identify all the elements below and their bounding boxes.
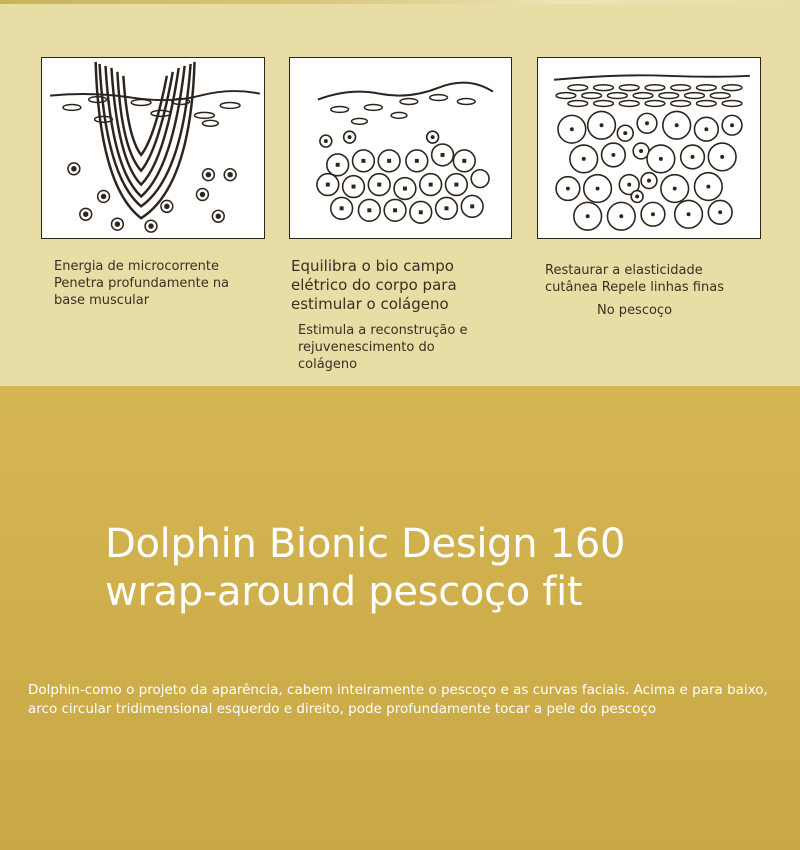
caption-microcurrent-line-1: Energia de microcorrente [54,259,219,274]
panel-collagen [289,57,512,239]
panel-elasticity [537,57,761,239]
headline-line-1: Dolphin Bionic Design 160 [105,521,626,567]
panel-microcurrent [41,57,265,239]
top-decorative-strip [0,0,800,4]
caption-collagen-line-2: elétrico do corpo para [291,276,457,294]
microcurrent-muscle-icon [42,58,264,238]
caption-elasticity [545,262,724,296]
caption-collagen-line-3: estimular o colágeno [291,295,449,313]
caption-elasticity-line-1: Restaurar a elasticidade [545,263,703,278]
caption-microcurrent-line-3: base muscular [54,293,150,308]
caption-microcurrent-line-2: Penetra profundamente na [54,276,230,291]
caption-elasticity-neck: No pescoço [597,303,673,318]
caption-elasticity-line-2: cutânea Repele linhas finas [545,280,724,295]
bottom-section [0,386,800,850]
collagen-cells-icon [290,58,511,238]
caption-collagen [291,257,457,314]
headline [105,520,625,616]
caption-collagen-sub [298,322,467,373]
caption-collagen-sub-line-3: colágeno [298,357,358,372]
caption-collagen-sub-line-1: Estimula a reconstrução e [298,323,468,338]
headline-line-2: wrap-around pescoço fit [105,569,583,615]
caption-microcurrent [54,258,229,309]
caption-collagen-sub-line-2: rejuvenescimento do [298,340,435,355]
skin-elasticity-icon [538,58,760,238]
caption-collagen-line-1: Equilibra o bio campo [291,257,454,275]
description-text: Dolphin-como o projeto da aparência, cabem inteiramente o pescoço e as curvas faciais. Acima e para baixo, arco circular tridimensional esquerdo e direito, pode profundamente tocar a pele do pescoço [28,682,768,717]
